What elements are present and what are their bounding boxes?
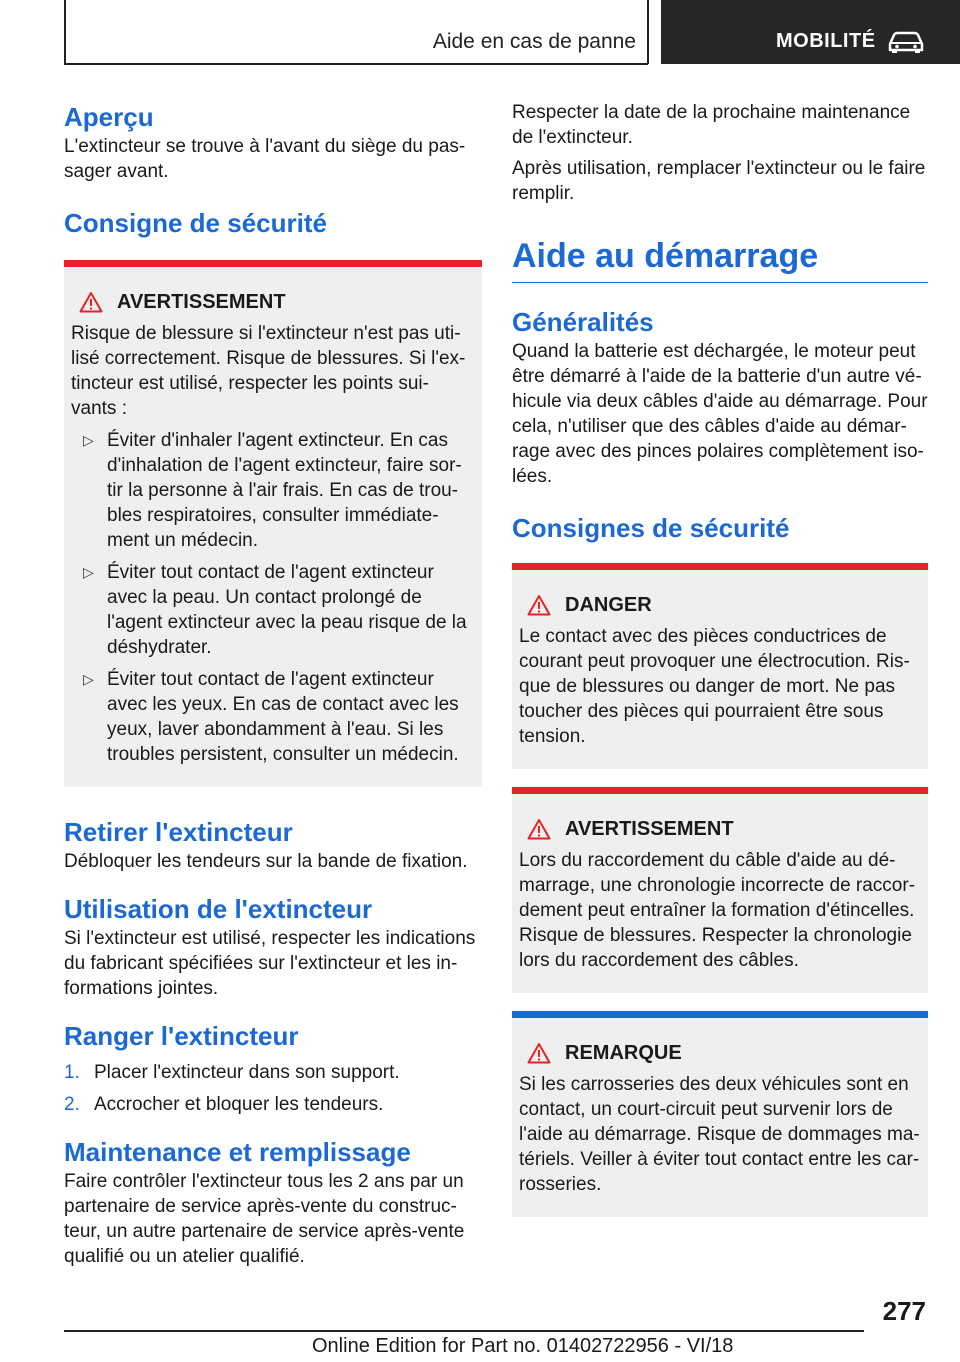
header-section-title: Aide en cas de panne [432, 30, 636, 53]
generalites-heading: Généralités [512, 307, 654, 337]
warning-list [71, 428, 474, 767]
apercu-text: L'extincteur se trouve à l'avant du siège du pas-sager avant. [64, 136, 466, 182]
apercu-heading: Aperçu [64, 102, 154, 132]
warning-triangle-icon [527, 1042, 551, 1064]
utilisation-heading: Utilisation de l'extincteur [64, 894, 373, 924]
warning-bar [512, 787, 928, 794]
list-item [71, 428, 474, 553]
list-item [64, 1092, 482, 1117]
page-number: 277 [882, 1296, 926, 1326]
warning-text: Risque de blessure si l'extincteur n'est pas uti-lisé correctement. Risque de blessures. Si l'ex-tincteur est utilisé, respecter les points sui-vants : [71, 323, 466, 419]
danger-title: DANGER [565, 593, 652, 616]
warning-box [64, 260, 482, 787]
step-number: 2. [64, 1094, 80, 1115]
step-text: Placer l'extincteur dans son support. [94, 1062, 400, 1083]
list-item [64, 1060, 482, 1085]
bullet-triangle-icon: ▷ [83, 432, 94, 448]
footer-rule [64, 1330, 864, 1332]
danger-bar [512, 563, 928, 570]
chapter-heading: Aide au démarrage [512, 234, 928, 283]
warning-triangle-icon [527, 818, 551, 840]
warning-box [512, 787, 928, 993]
warning-triangle-icon [527, 594, 551, 616]
list-item-text: Éviter d'inhaler l'agent extincteur. En cas d'inhalation de l'agent extincteur, faire sor-tir la personne à l'air frais. En cas de trou-bles respiratoires, consulter immédiate-ment un médecin. [107, 430, 462, 551]
note-title: REMARQUE [565, 1041, 682, 1064]
warning-bar [64, 260, 482, 267]
header-chapter-label: MOBILITÉ [776, 30, 876, 52]
note-title-row [519, 1040, 920, 1066]
utilisation-text: Si l'extincteur est utilisé, respecter les indications du fabricant spécifiées sur l'extincteur et les in-formations jointes. [64, 928, 476, 999]
car-icon [886, 28, 926, 54]
maintenance-date-text: Respecter la date de la prochaine maintenance de l'extincteur. [512, 102, 911, 148]
bullet-triangle-icon: ▷ [83, 671, 94, 687]
warning-triangle-icon [79, 291, 103, 313]
replace-text: Après utilisation, remplacer l'extincteur ou le faire remplir. [512, 158, 926, 204]
list-item-text: Éviter tout contact de l'agent extincteur avec les yeux. En cas de contact avec les yeux, laver abondamment à l'eau. Si les troubles persistent, consulter un médecin. [107, 669, 459, 765]
retirer-heading: Retirer l'extincteur [64, 817, 293, 847]
retirer-text: Débloquer les tendeurs sur la bande de fixation. [64, 851, 468, 872]
generalites-text: Quand la batterie est déchargée, le moteur peut être démarré à l'aide de la batterie d'un autre vé-hicule via deux câbles d'aide au démarrage. Pour cela, n'utiliser que des câbles d'aide au démar-rage avec des pinces polaires complètement iso-lées. [512, 341, 928, 487]
header-bottom-rule [64, 63, 648, 65]
warning-text: Lors du raccordement du câble d'aide au dé-marrage, une chronologie incorrecte de raccor-dement peut entraîner la formation d'étincelles. Risque de blessures. Respecter la chronologie lors du raccordement des câbles. [519, 850, 916, 971]
danger-box [512, 563, 928, 769]
list-item-text: Éviter tout contact de l'agent extincteur avec la peau. Un contact prolongé de l'agent extincteur avec la peau risque de la déshydrater. [107, 562, 467, 658]
left-column [64, 100, 482, 1269]
footer-edition: Online Edition for Part no. 01402722956 - VI/18 [312, 1335, 734, 1357]
warning-title: AVERTISSEMENT [117, 290, 286, 313]
consigne-heading: Consigne de sécurité [64, 208, 327, 238]
maintenance-text: Faire contrôler l'extincteur tous les 2 ans par un partenaire de service après-vente du construc-teur, un autre partenaire de service après-vente qualifié ou un atelier qualifié. [64, 1171, 465, 1267]
list-item [71, 560, 474, 660]
maintenance-heading: Maintenance et remplissage [64, 1137, 411, 1167]
bullet-triangle-icon: ▷ [83, 564, 94, 580]
warning-title-row [519, 816, 920, 842]
warning-title-row [71, 289, 474, 315]
note-box [512, 1011, 928, 1217]
header-divider [647, 0, 649, 64]
note-bar [512, 1011, 928, 1018]
danger-title-row [519, 592, 920, 618]
warning-title: AVERTISSEMENT [565, 817, 734, 840]
ranger-steps [64, 1060, 482, 1117]
step-number: 1. [64, 1062, 80, 1083]
list-item [71, 667, 474, 767]
consignes-heading: Consignes de sécurité [512, 513, 790, 543]
danger-text: Le contact avec des pièces conductrices de courant peut provoquer une électrocution. Ris-que de blessures ou danger de mort. Ne pas toucher des pièces qui pourraient être sous tension. [519, 626, 910, 747]
note-text: Si les carrosseries des deux véhicules sont en contact, un court-circuit peut survenir lors de l'aide au démarrage. Risque de dommages ma-tériels. Veiller à éviter tout contact entre les car-rosseries. [519, 1074, 920, 1195]
right-column [512, 100, 928, 1217]
step-text: Accrocher et bloquer les tendeurs. [94, 1094, 384, 1115]
ranger-heading: Ranger l'extincteur [64, 1021, 299, 1051]
